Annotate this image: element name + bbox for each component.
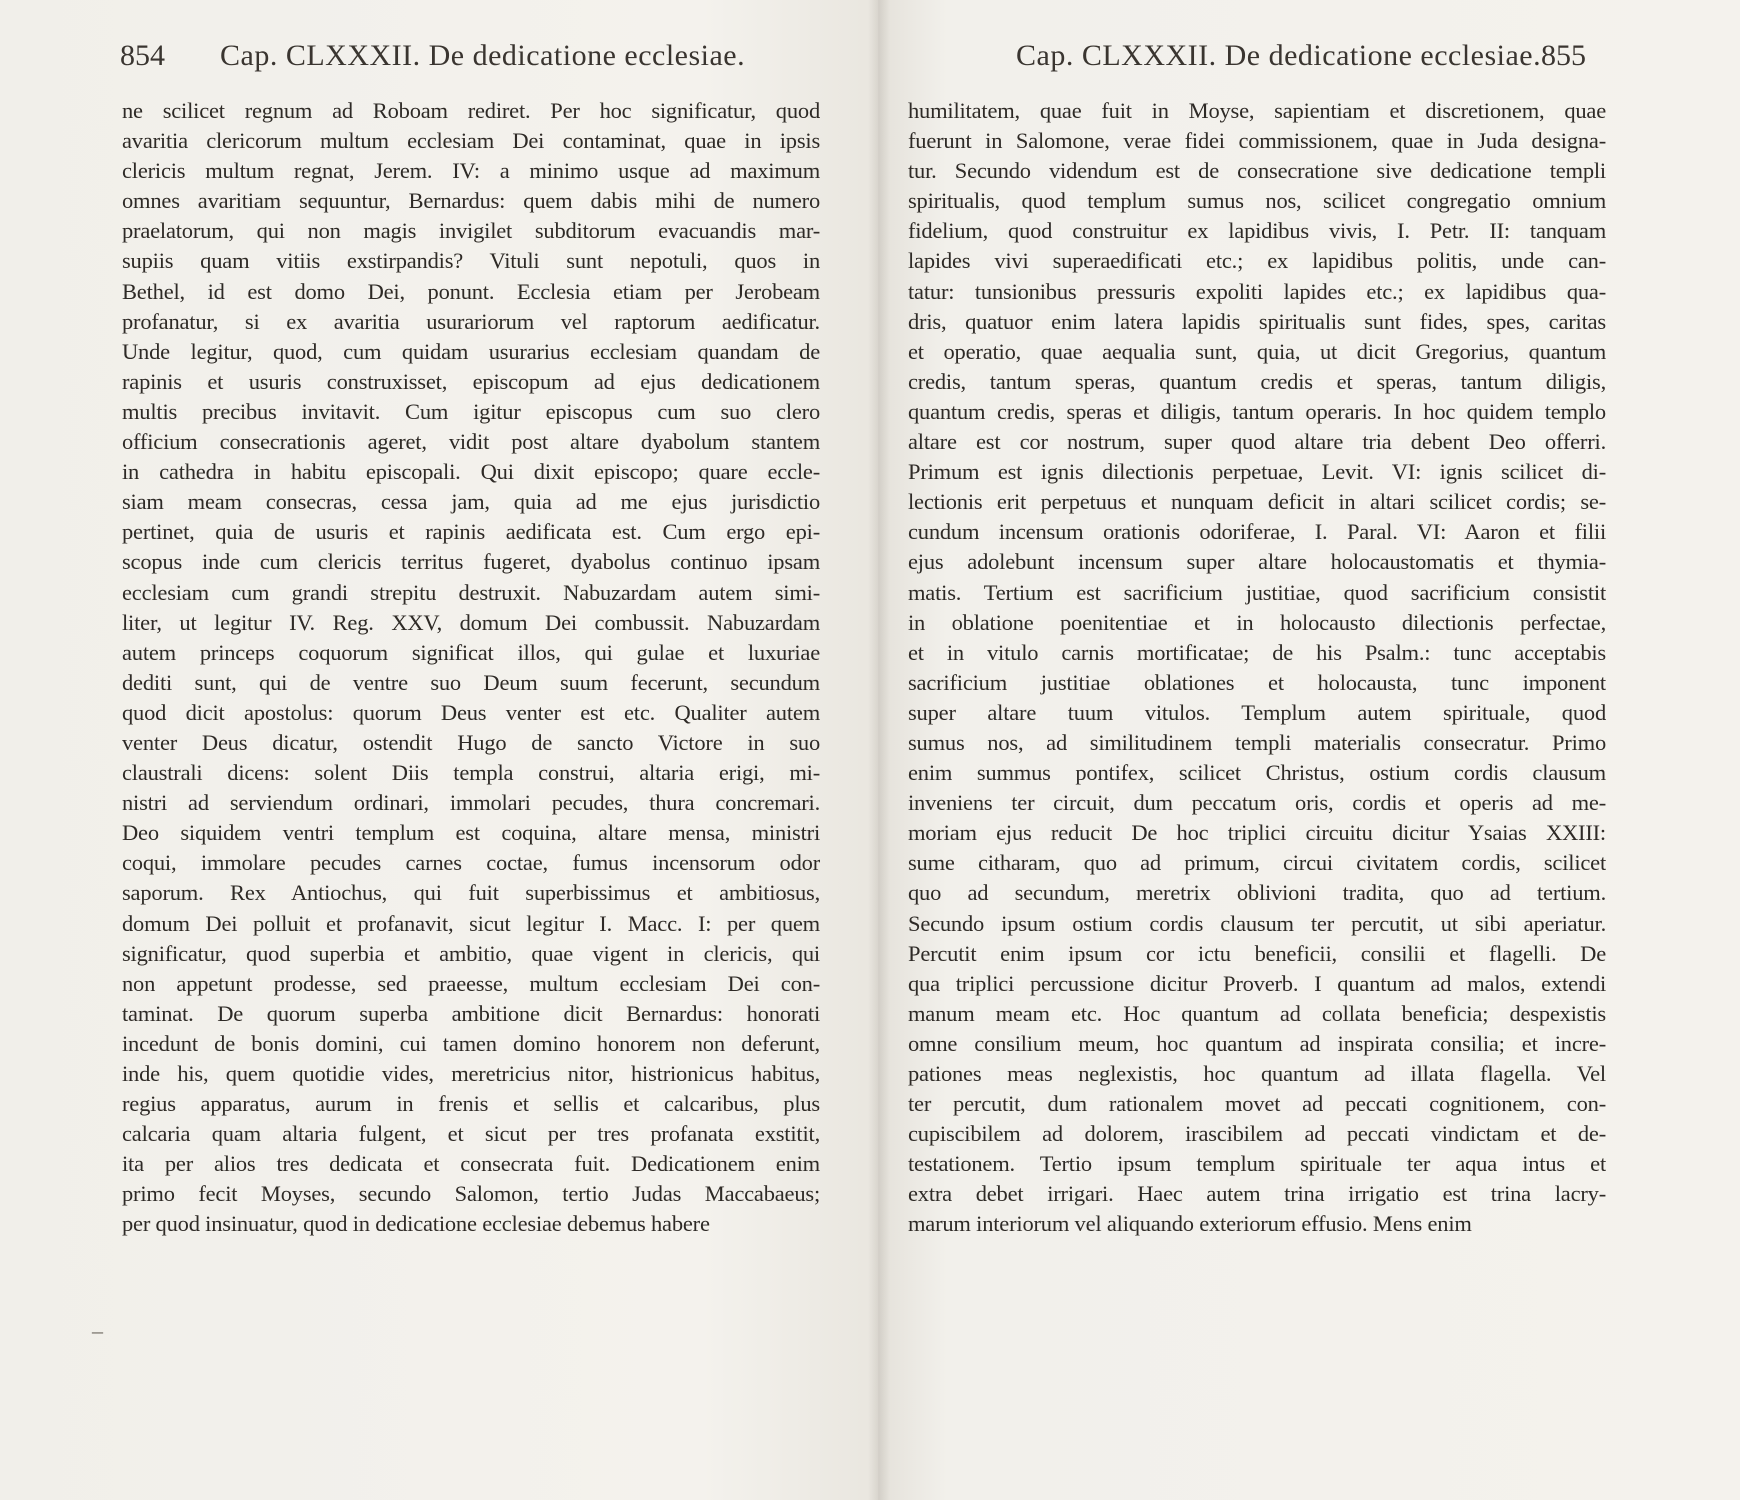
text-line: siam meam consecras, cessa jam, quia ad me ejus jurisdictio bbox=[122, 489, 820, 515]
text-line: ter percutit, dum rationalem movet ad peccati cognitionem, con- bbox=[908, 1091, 1606, 1117]
text-line: significatur, quod superbia et ambitio, quae vigent in clericis, qui bbox=[122, 940, 820, 966]
text-line: pertinet, quia de usuris et rapinis aedificata est. Cum ergo epi- bbox=[122, 519, 820, 545]
text-line: sumus nos, ad similitudinem templi materialis consecratur. Primo bbox=[908, 729, 1606, 755]
text-line: tatur: tunsionibus pressuris expoliti lapides etc.; ex lapidibus qua- bbox=[908, 278, 1606, 304]
left-page-number: 854 bbox=[120, 39, 165, 72]
text-line: inveniens ter circuit, dum peccatum oris, cordis et operis ad me- bbox=[908, 790, 1606, 816]
text-line: marum interiorum vel aliquando exteriorum effusio. Mens enim bbox=[908, 1211, 1472, 1237]
text-line: ita per alios tres dedicata et consecrata fuit. Dedicationem enim bbox=[122, 1151, 820, 1177]
right-running-head bbox=[1016, 36, 1616, 76]
text-line: officium consecrationis ageret, vidit post altare dyabolum stantem bbox=[122, 429, 820, 455]
text-line: pationes meas neglexistis, hoc quantum ad illata flagella. Vel bbox=[908, 1061, 1606, 1086]
text-line: manum meam etc. Hoc quantum ad collata beneficia; despexistis bbox=[908, 1000, 1606, 1026]
text-line: sume citharam, quo ad primum, circui civitatem cordis, scilicet bbox=[908, 850, 1606, 876]
text-line: in cathedra in habitu episcopali. Qui dixit episcopo; quare eccle- bbox=[122, 459, 820, 485]
text-line: domum Dei polluit et profanavit, sicut legitur I. Macc. I: per quem bbox=[122, 910, 820, 936]
text-line: liter, ut legitur IV. Reg. XXV, domum Dei combussit. Nabuzardam bbox=[122, 609, 820, 635]
text-line: calcaria quam altaria fulgent, et sicut per tres profanata exstitit, bbox=[122, 1121, 820, 1147]
text-line: cundum incensum orationis odoriferae, I. Paral. VI: Aaron et filii bbox=[908, 519, 1606, 545]
text-line: venter Deus dicatur, ostendit Hugo de sancto Victore in suo bbox=[122, 729, 820, 755]
text-line: enim summus pontifex, scilicet Christus, ostium cordis clausum bbox=[908, 760, 1606, 786]
right-page bbox=[878, 0, 1740, 1500]
text-line: testationem. Tertio ipsum templum spirituale ter aqua intus et bbox=[908, 1151, 1606, 1177]
text-line: primo fecit Moyses, secundo Salomon, tertio Judas Maccabaeus; bbox=[122, 1181, 820, 1207]
text-line: quantum credis, speras et diligis, tantum operaris. In hoc quidem templo bbox=[908, 398, 1606, 424]
text-line: omnes avaritiam sequuntur, Bernardus: quem dabis mihi de numero bbox=[122, 188, 820, 214]
text-line: lapides vivi superaedificati etc.; ex lapidibus politis, unde can- bbox=[908, 248, 1606, 274]
text-line: Unde legitur, quod, cum quidam usurarius ecclesiam quandam de bbox=[122, 338, 820, 364]
text-line: cupiscibilem ad dolorem, irascibilem ad peccati vindictam et de- bbox=[908, 1121, 1606, 1147]
right-body-text bbox=[908, 96, 1606, 1240]
text-line: credis, tantum speras, quantum credis et speras, tantum diligis, bbox=[908, 368, 1606, 394]
text-line: coqui, immolare pecudes carnes coctae, fumus incensorum odor bbox=[122, 850, 820, 876]
text-line: quod dicit apostolus: quorum Deus venter est etc. Qualiter autem bbox=[122, 699, 820, 725]
text-line: Deo siquidem ventri templum est coquina, altare mensa, ministri bbox=[122, 820, 820, 846]
text-line: dediti sunt, qui de ventre suo Deum suum fecerunt, secundum bbox=[122, 669, 820, 695]
text-line: non appetunt prodesse, sed praeesse, multum ecclesiam Dei con- bbox=[122, 970, 820, 996]
text-line: Percutit enim ipsum cor ictu beneficii, consilii et flagelli. De bbox=[908, 940, 1606, 966]
text-line: fuerunt in Salomone, verae fidei commissionem, quae in Juda designa- bbox=[908, 128, 1606, 154]
margin-dash: – bbox=[92, 1318, 103, 1343]
text-line: extra debet irrigari. Haec autem trina irrigatio est trina lacry- bbox=[908, 1181, 1606, 1207]
text-line: praelatorum, qui non magis invigilet subditorum evacuandis mar- bbox=[122, 218, 820, 244]
text-line: Secundo ipsum ostium cordis clausum ter percutit, ut sibi aperiatur. bbox=[908, 910, 1606, 936]
text-line: per quod insinuatur, quod in dedicatione ecclesiae debemus habere bbox=[122, 1211, 710, 1237]
text-line: lectionis erit perpetuus et nunquam deficit in altari scilicet cordis; se- bbox=[908, 489, 1606, 515]
text-line: ecclesiam cum grandi strepitu destruxit. Nabuzardam autem simi- bbox=[122, 579, 820, 605]
text-line: tur. Secundo videndum est de consecratione sive dedicatione templi bbox=[908, 158, 1606, 184]
book-gutter bbox=[868, 0, 890, 1500]
text-line: inde his, quem quotidie vides, meretricius nitor, histrionicus habitus, bbox=[122, 1061, 820, 1086]
left-chapter-title: Cap. CLXXXII. De dedicatione ecclesiae. bbox=[220, 39, 746, 72]
text-line: dris, quatuor enim latera lapidis spiritualis sunt fides, spes, caritas bbox=[908, 308, 1606, 334]
text-line: et in vitulo carnis mortificatae; de his Psalm.: tunc acceptabis bbox=[908, 639, 1606, 665]
text-line: regius apparatus, aurum in frenis et sellis et calcaribus, plus bbox=[122, 1091, 820, 1117]
text-line: fidelium, quod construitur ex lapidibus vivis, I. Petr. II: tanquam bbox=[908, 218, 1606, 244]
text-line: taminat. De quorum superba ambitione dicit Bernardus: honorati bbox=[122, 1000, 820, 1026]
text-line: ne scilicet regnum ad Roboam rediret. Per hoc significatur, quod bbox=[122, 98, 820, 123]
text-line: qua triplici percussione dicitur Proverb. I quantum ad malos, extendi bbox=[908, 970, 1606, 996]
right-chapter-title: Cap. CLXXXII. De dedicatione ecclesiae. bbox=[1016, 39, 1542, 72]
text-line: altare est cor nostrum, super quod altare tria debent Deo offerri. bbox=[908, 429, 1606, 455]
text-line: super altare tuum vitulos. Templum autem spirituale, quod bbox=[908, 699, 1606, 725]
text-line: Primum est ignis dilectionis perpetuae, Levit. VI: ignis scilicet di- bbox=[908, 459, 1606, 485]
text-line: multis precibus invitavit. Cum igitur episcopus cum suo clero bbox=[122, 398, 820, 424]
text-line: Bethel, id est domo Dei, ponunt. Ecclesia etiam per Jerobeam bbox=[122, 278, 820, 304]
text-line: saporum. Rex Antiochus, qui fuit superbissimus et ambitiosus, bbox=[122, 880, 820, 906]
text-line: humilitatem, quae fuit in Moyse, sapientiam et discretionem, quae bbox=[908, 98, 1606, 123]
text-line: autem princeps coquorum significat illos, qui gulae et luxuriae bbox=[122, 639, 820, 665]
text-line: rapinis et usuris construxisset, episcopum ad ejus dedicationem bbox=[122, 368, 820, 394]
text-line: moriam ejus reducit De hoc triplici circuitu dicitur Ysaias XXIII: bbox=[908, 820, 1606, 846]
text-line: scopus inde cum clericis territus fugeret, dyabolus continuo ipsam bbox=[122, 549, 820, 575]
text-line: claustrali dicens: solent Diis templa construi, altaria erigi, mi- bbox=[122, 760, 820, 786]
left-body-text bbox=[122, 96, 820, 1240]
left-running-head bbox=[120, 36, 820, 76]
text-line: spiritualis, quod templum sumus nos, scilicet congregatio omnium bbox=[908, 188, 1606, 214]
text-line: avaritia clericorum multum ecclesiam Dei contaminat, quae in ipsis bbox=[122, 128, 820, 154]
text-line: ejus adolebunt incensum super altare holocaustomatis et thymia- bbox=[908, 549, 1606, 575]
text-line: quo ad secundum, meretrix oblivioni tradita, quo ad tertium. bbox=[908, 880, 1606, 906]
right-page-number: 855 bbox=[1541, 39, 1586, 72]
text-line: sacrificium justitiae oblationes et holocausta, tunc imponent bbox=[908, 669, 1606, 695]
text-line: incedunt de bonis domini, cui tamen domino honorem non deferunt, bbox=[122, 1030, 820, 1056]
text-line: supiis quam vitiis exstirpandis? Vituli sunt nepotuli, quos in bbox=[122, 248, 820, 274]
text-line: clericis multum regnat, Jerem. IV: a minimo usque ad maximum bbox=[122, 158, 820, 184]
text-line: nistri ad serviendum ordinari, immolari pecudes, thura concremari. bbox=[122, 790, 820, 816]
text-line: matis. Tertium est sacrificium justitiae, quod sacrificium consistit bbox=[908, 579, 1606, 605]
text-line: profanatur, si ex avaritia usurariorum vel raptorum aedificatur. bbox=[122, 308, 820, 334]
text-line: in oblatione poenitentiae et in holocausto dilectionis perfectae, bbox=[908, 609, 1606, 635]
text-line: et operatio, quae aequalia sunt, quia, ut dicit Gregorius, quantum bbox=[908, 338, 1606, 364]
text-line: omne consilium meum, hoc quantum ad inspirata consilia; et incre- bbox=[908, 1030, 1606, 1056]
